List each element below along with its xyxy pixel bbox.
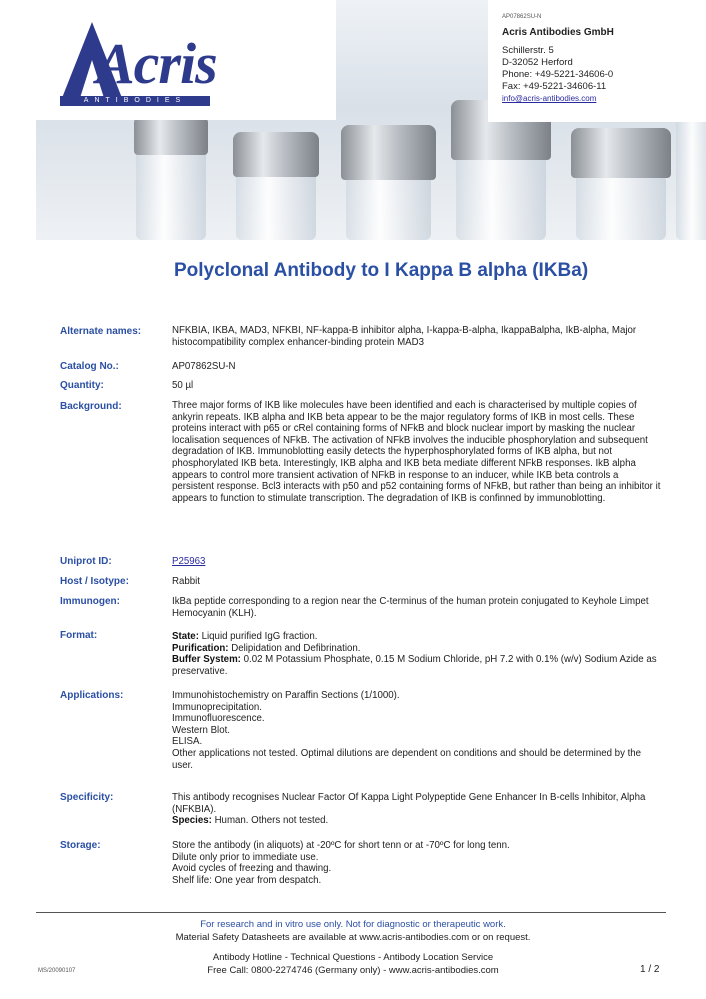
specificity-text: This antibody recognises Nuclear Factor Of Kappa Light Polypeptide Gene Enhancer In B-cells Inhibitor, Alpha (NFKBIA). bbox=[172, 792, 646, 815]
application-item: Immunoprecipitation. bbox=[172, 701, 262, 713]
vial-glass bbox=[676, 110, 706, 240]
address-fax: Fax: +49-5221-34606-11 bbox=[502, 81, 607, 92]
background-value: Three major forms of IKB like molecules have been identified and each is characterised by multiple copies of ankyrin repeats. IKB alpha and IKB beta appear to be the major regulatory forms of IKB in most cells. These proteins interact with p65 or cRel containing forms of NFkB and block nuclear import by masking the nuclear localisation sequences of NFkB. The activation of NFkB involves the inducible phosphorylation and subsequent degradation of IKB. Immunoblotting easily detects the hyperphosphorylated forms of IKB alpha, but not phosphorylated IKB beta. Interestingly, IKB alpha and IKB beta mediate different NFkB responses. IkB alpha appears to control more transient activation of NFkB in response to an inducer, while IKB beta controls a persistent response. Bcl3 interacts with p50 and p52 containing forms of NFkB, but rather than being an inhibitor it appears to function to stimulate transcription. The degradation of IKB is confinned by immunoblotting. bbox=[172, 400, 661, 504]
footer-divider bbox=[36, 912, 666, 913]
address-city: D-32052 Herford bbox=[502, 57, 573, 68]
version-code: MS/20090107 bbox=[38, 968, 76, 974]
uniprot-link[interactable]: P25963 bbox=[172, 556, 206, 567]
applications-value bbox=[172, 690, 662, 771]
specificity-label: Specificity: bbox=[60, 792, 114, 803]
quantity-label: Quantity: bbox=[60, 380, 104, 391]
storage-label: Storage: bbox=[60, 840, 101, 851]
address-phone: Phone: +49-5221-34606-0 bbox=[502, 69, 614, 80]
page-title: Polyclonal Antibody to I Kappa B alpha (IKBa) bbox=[174, 260, 589, 281]
application-item: Other applications not tested. Optimal dilutions are dependent on conditions and should be determined by the user. bbox=[172, 747, 642, 771]
state-label: State: bbox=[172, 631, 199, 642]
application-item: Western Blot. bbox=[172, 724, 230, 736]
uniprot-label: Uniprot ID: bbox=[60, 556, 112, 567]
footer-msds: Material Safety Datasheets are available at www.acris-antibodies.com or on request. bbox=[175, 932, 531, 943]
application-item: Immunofluorescence. bbox=[172, 713, 265, 725]
immunogen-label: Immunogen: bbox=[60, 596, 120, 607]
purification-value: Delipidation and Defibrination. bbox=[231, 642, 361, 654]
vial-cap bbox=[233, 132, 319, 177]
storage-line: Shelf life: One year from despatch. bbox=[172, 874, 322, 886]
purification-label: Purification: bbox=[172, 642, 229, 654]
state-value: Liquid purified IgG fraction. bbox=[201, 631, 318, 642]
quantity-value: 50 µl bbox=[172, 380, 194, 391]
storage-line: Avoid cycles of freezing and thawing. bbox=[172, 863, 332, 875]
alternate-names-label: Alternate names: bbox=[60, 326, 142, 337]
storage-line: Dilute only prior to immediate use. bbox=[172, 851, 319, 863]
application-item: Immunohistochemistry on Paraffin Sections (1/1000). bbox=[172, 690, 400, 701]
storage-value bbox=[172, 840, 662, 886]
format-value bbox=[172, 631, 662, 677]
buffer-label: Buffer System: bbox=[172, 654, 241, 666]
background-label: Background: bbox=[60, 401, 122, 412]
applications-label: Applications: bbox=[60, 690, 124, 701]
vial-cap bbox=[571, 128, 671, 178]
logo-text: Acris bbox=[96, 31, 217, 96]
species-value: Human. Others not tested. bbox=[214, 815, 329, 827]
specificity-value bbox=[172, 792, 662, 827]
storage-line: Store the antibody (in aliquots) at -20ºC for short tenn or at -70ºC for long tenn. bbox=[172, 840, 510, 851]
host-label: Host / Isotype: bbox=[60, 576, 129, 587]
footer-disclaimer: For research and in vitro use only. Not for diagnostic or therapeutic work. bbox=[200, 919, 506, 930]
address-street: Schillerstr. 5 bbox=[502, 45, 554, 56]
email-link[interactable]: info@acris-antibodies.com bbox=[502, 94, 597, 103]
species-label: Species: bbox=[172, 815, 212, 827]
company-name: Acris Antibodies GmbH bbox=[502, 27, 614, 38]
logo-subtitle: ANTIBODIES bbox=[60, 96, 210, 106]
footer-freecall: Free Call: 0800-2274746 (Germany only) - www.acris-antibodies.com bbox=[207, 965, 499, 976]
immunogen-value: IkBa peptide corresponding to a region near the C-terminus of the human protein conjugated to Keyhole Limpet Hemocyanin (KLH). bbox=[172, 596, 649, 619]
application-item: ELISA. bbox=[172, 736, 203, 748]
footer-hotline: Antibody Hotline - Technical Questions - Antibody Location Service bbox=[212, 952, 494, 963]
vial-cap bbox=[341, 125, 436, 180]
alternate-names-value: NFKBIA, IKBA, MAD3, NFKBI, NF-kappa-B inhibitor alpha, I-kappa-B-alpha, IkappaBalpha, IkB-alpha, Major histocompatibility complex enhancer-binding protein MAD3 bbox=[172, 325, 637, 348]
header-code: AP07862SU-N bbox=[502, 14, 542, 20]
catalog-value: AP07862SU-N bbox=[172, 361, 236, 372]
page-number: 1 / 2 bbox=[640, 964, 660, 975]
format-label: Format: bbox=[60, 630, 98, 641]
vial-cap bbox=[134, 115, 208, 155]
catalog-label: Catalog No.: bbox=[60, 361, 119, 372]
buffer-value: 0.02 M Potassium Phosphate, 0.15 M Sodium Chloride, pH 7.2 with 0.1% (w/v) Sodium Azide as preservative. bbox=[172, 654, 657, 677]
host-value: Rabbit bbox=[172, 576, 201, 587]
